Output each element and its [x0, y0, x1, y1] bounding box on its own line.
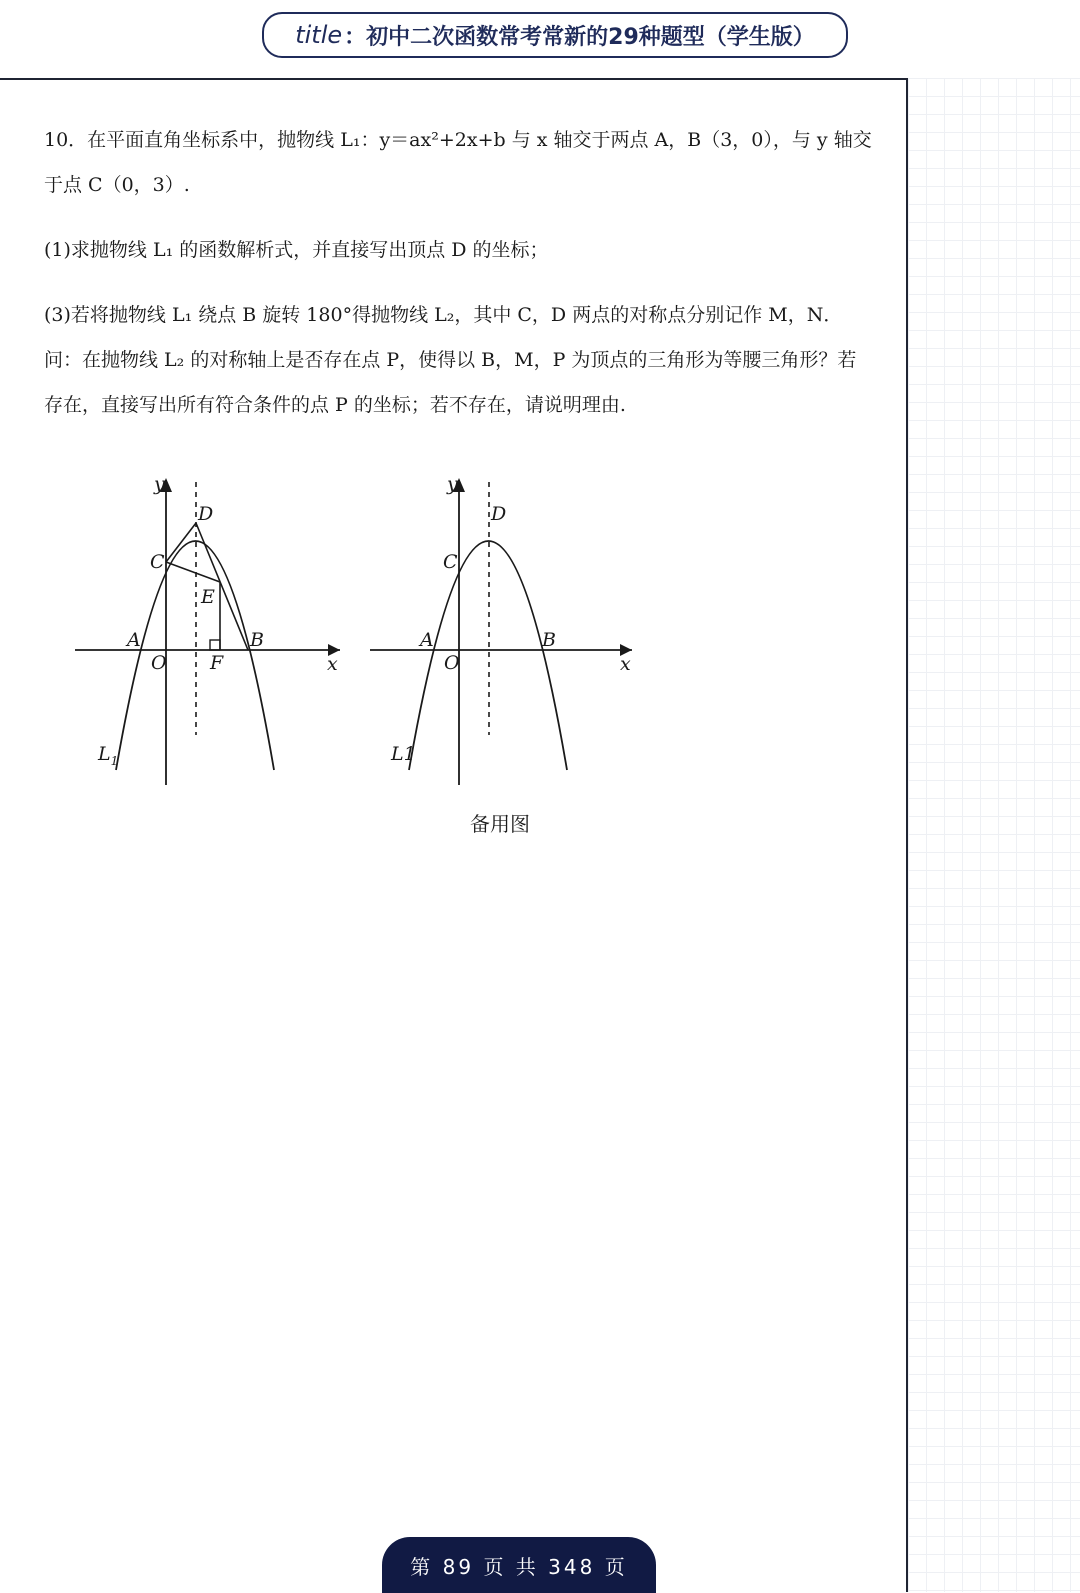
label-l1 [97, 743, 118, 768]
document-title [262, 12, 848, 58]
label-c: C [443, 551, 458, 573]
figures [60, 470, 660, 810]
label-o: O [444, 652, 460, 674]
label-a: A [420, 629, 434, 651]
problem-part-3: (3)若将抛物线 L₁ 绕点 B 旋转 180°得抛物线 L₂，其中 C，D 两点的对称点分别记作 M，N．问：在抛物线 L₂ 的对称轴上是否存在点 P，使得以 B，M，P 为顶点的三角形为等腰三角形？若存在，直接写出所有符合条件的点 P 的坐标；若不存在，请说明理由. [44, 304, 857, 416]
label-x: x [620, 653, 631, 675]
problem-part-1: (1)求抛物线 L₁ 的函数解析式，并直接写出顶点 D 的坐标； [44, 239, 549, 261]
notes-grid-margin [906, 78, 1080, 1592]
page-number-text: 第 89 页 共 348 页 [410, 1554, 628, 1579]
right-angle-mark [210, 640, 220, 650]
label-l1-sub: 1 [110, 754, 119, 768]
problem-intro: 10．在平面直角坐标系中，抛物线 L₁：y＝ax²+2x+b 与 x 轴交于两点 A，B（3，0），与 y 轴交于点 C（0，3）. [44, 129, 872, 196]
figure-caption: 备用图 [470, 812, 530, 836]
label-b: B [250, 629, 264, 651]
label-x: x [327, 653, 338, 675]
page-header [0, 0, 1080, 80]
label-l1: L1 [391, 743, 416, 765]
parabola-l1 [409, 541, 567, 770]
label-y: y [154, 473, 165, 495]
label-d: D [198, 503, 214, 525]
title-text: ：初中二次函数常考常新的29种题型（学生版） [344, 24, 815, 50]
label-f: F [210, 652, 224, 674]
label-l1-main: L [98, 743, 111, 765]
label-a: A [127, 629, 141, 651]
label-o: O [151, 652, 167, 674]
label-e: E [201, 586, 215, 608]
parabola-l1 [116, 541, 274, 770]
figure-parabola-main [70, 470, 350, 800]
figure-parabola-spare [370, 470, 650, 800]
page-number-badge [382, 1537, 656, 1593]
label-b: B [542, 629, 556, 651]
title-prefix: title [295, 21, 343, 49]
label-y: y [447, 473, 458, 495]
label-c: C [150, 551, 165, 573]
label-d: D [491, 503, 507, 525]
segment-ce [166, 562, 220, 582]
problem-content [44, 118, 874, 428]
